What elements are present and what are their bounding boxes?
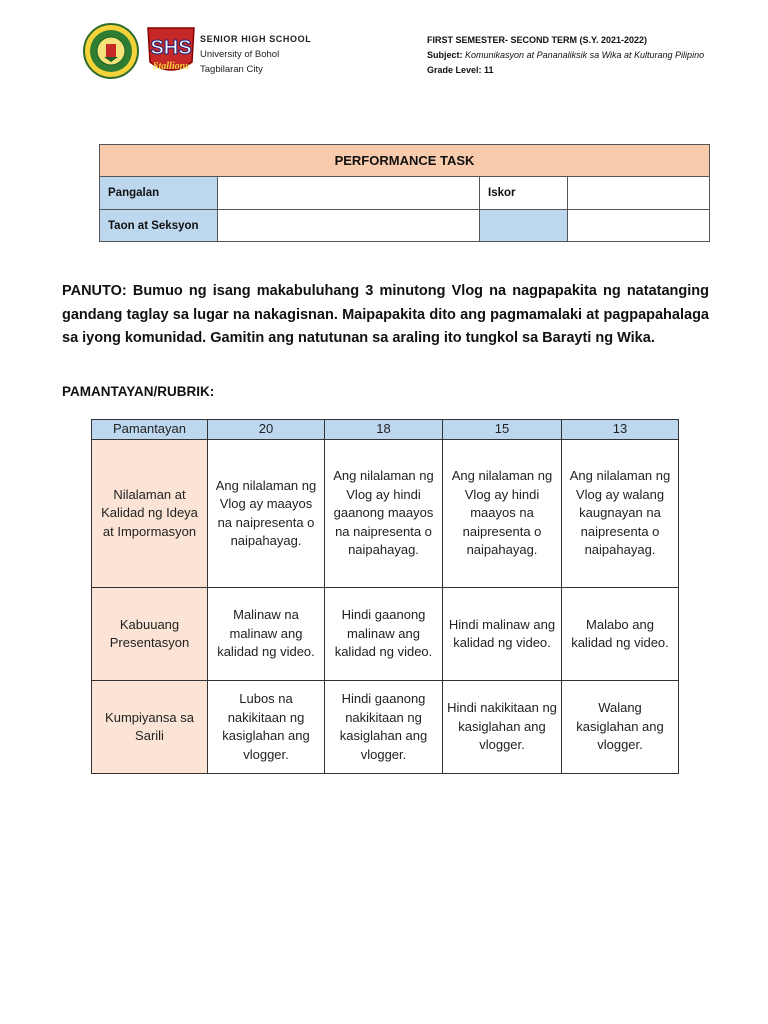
rubric-cell: Ang nilalaman ng Vlog ay hindi gaanong maayos na naipresenta o naipahayag. (325, 440, 443, 588)
performance-task-title: PERFORMANCE TASK (100, 145, 709, 177)
section-field[interactable] (218, 210, 480, 241)
rubric-cell: Lubos na nakikitaan ng kasiglahan ang vlogger. (208, 681, 325, 773)
grade-level: Grade Level: 11 (427, 65, 494, 75)
term-title: FIRST SEMESTER- SECOND TERM (S.Y. 2021-2022) (427, 35, 648, 45)
shs-logo-text: SHS (150, 37, 192, 59)
name-field[interactable] (218, 177, 480, 210)
performance-task-table (99, 144, 710, 242)
name-label: Pangalan (100, 177, 218, 210)
rubric-title: PAMANTAYAN/RUBRIK: (62, 384, 215, 399)
rubric-cell: Ang nilalaman ng Vlog ay walang kaugnayan na naipresenta o naipahayag. (562, 440, 678, 588)
school-level: SENIOR HIGH SCHOOL (200, 34, 312, 44)
school-city: Tagbilaran City (200, 64, 263, 75)
rubric-cell: Ang nilalaman ng Vlog ay maayos na naipresenta o naipahayag. (208, 440, 325, 588)
subject-line (427, 48, 704, 63)
shs-stallions-logo (142, 22, 200, 80)
rubric-header-score: 15 (443, 420, 562, 440)
section-extra-cell (480, 210, 568, 241)
rubric-header-criterion: Pamantayan (92, 420, 208, 440)
instructions-paragraph: PANUTO: Bumuo ng isang makabuluhang 3 minutong Vlog na nagpapakita ng natatanging gandang taglay sa lugar na nakagisnan. Maipapakita dito ang pagmamalaki at pagpapahalaga sa iyong komunidad. Gamitin ang natutunan sa araling ito tungkol sa Barayti ng Wika. (62, 283, 709, 346)
rubric-cell: Walang kasiglahan ang vlogger. (576, 700, 664, 753)
school-name: University of Bohol (200, 49, 280, 60)
university-seal-logo (80, 22, 142, 80)
rubric-criterion: Kumpiyansa sa Sarili (92, 681, 208, 773)
header-logos (80, 22, 200, 78)
score-label: Iskor (480, 177, 568, 210)
term-info (427, 33, 704, 78)
rubric-cell: Hindi nakikitaan ng kasiglahan ang vlogger. (443, 681, 562, 773)
subject-label: Subject: (427, 50, 463, 60)
rubric-cell: Malinaw na malinaw ang kalidad ng video. (208, 588, 325, 681)
rubric-criterion: Kabuuang Presentasyon (92, 588, 208, 681)
rubric-header-score: 18 (325, 420, 443, 440)
rubric-cell: Hindi gaanong malinaw ang kalidad ng video. (325, 588, 443, 681)
rubric-header-score: 13 (562, 420, 678, 440)
rubric-cell: Malabo ang kalidad ng video. (562, 588, 678, 681)
school-info (200, 32, 311, 77)
rubric-cell: Hindi malinaw ang kalidad ng video. (443, 588, 562, 681)
stallions-logo-text: Stallions (152, 61, 190, 72)
score-field[interactable] (568, 177, 709, 210)
rubric-criterion: Nilalaman at Kalidad ng Ideya at Impormasyon (92, 440, 208, 588)
rubric-header-score: 20 (208, 420, 325, 440)
section-extra-field[interactable] (568, 210, 709, 241)
rubric-cell: Hindi gaanong nakikitaan ng kasiglahan ang vlogger. (325, 681, 443, 773)
rubric-cell: Ang nilalaman ng Vlog ay hindi maayos na naipresenta o naipahayag. (443, 440, 562, 588)
section-label: Taon at Seksyon (100, 210, 218, 241)
rubric-table (91, 419, 679, 774)
subject-value: Komunikasyon at Pananaliksik sa Wika at Kulturang Pilipino (465, 50, 705, 60)
